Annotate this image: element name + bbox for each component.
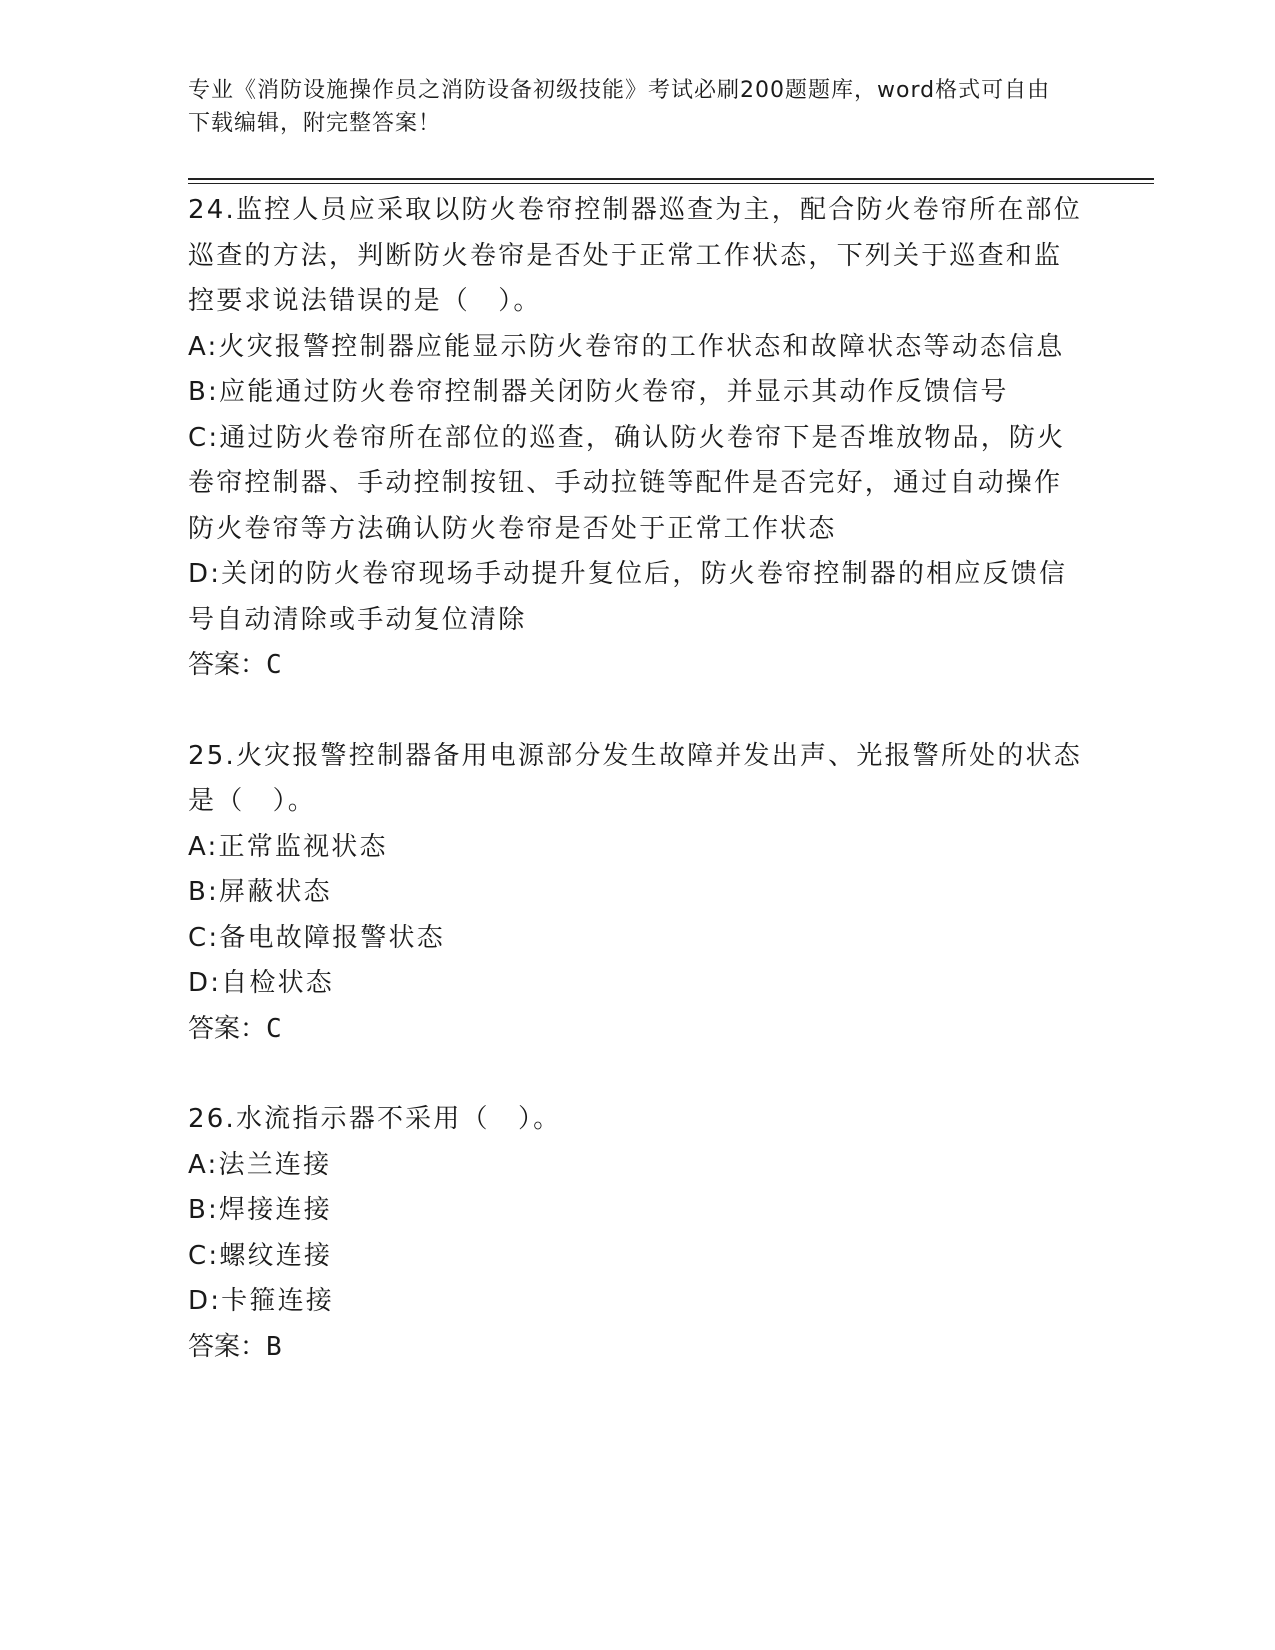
option-a: A:正常监视状态 [188, 831, 388, 862]
option-a: A:火灾报警控制器应能显示防火卷帘的工作状态和故障状态等动态信息 [188, 331, 1065, 362]
question-26 [188, 1097, 1088, 1370]
option-d: D:卡箍连接 [188, 1286, 334, 1316]
document-header: 专业《消防设施操作员之消防设备初级技能》考试必刷200题题库，word格式可自由下载编辑，附完整答案！ [188, 78, 1051, 136]
header-rule-thin [188, 183, 1154, 184]
header-rule-thick [188, 178, 1154, 180]
answer: 答案：C [188, 1013, 282, 1044]
question-list [188, 188, 1088, 1415]
option-b: B:屏蔽状态 [188, 877, 332, 907]
option-c: C:螺纹连接 [188, 1240, 333, 1271]
answer: 答案：C [188, 650, 282, 680]
option-b: B:应能通过防火卷帘控制器关闭防火卷帘，并显示其动作反馈信号 [188, 377, 1009, 407]
option-a: A:法兰连接 [188, 1149, 332, 1180]
option-b: B:焊接连接 [188, 1195, 332, 1225]
question-25 [188, 734, 1088, 1053]
question-stem: 24.监控人员应采取以防火卷帘控制器巡查为主，配合防火卷帘所在部位巡查的方法，判断防火卷帘是否处于正常工作状态，下列关于巡查和监控要求说法错误的是（ ）。 [188, 195, 1082, 316]
option-d: D:关闭的防火卷帘现场手动提升复位后，防火卷帘控制器的相应反馈信号自动清除或手动复位清除 [188, 559, 1068, 635]
answer: 答案：B [188, 1331, 282, 1362]
option-d: D:自检状态 [188, 968, 334, 998]
question-stem: 25.火灾报警控制器备用电源部分发生故障并发出声、光报警所处的状态是（ ）。 [188, 740, 1082, 816]
question-24 [188, 188, 1088, 689]
option-c: C:备电故障报警状态 [188, 922, 445, 953]
question-stem: 26.水流指示器不采用（ ）。 [188, 1104, 562, 1134]
option-c: C:通过防火卷帘所在部位的巡查，确认防火卷帘下是否堆放物品，防火卷帘控制器、手动控制按钮、手动拉链等配件是否完好，通过自动操作防火卷帘等方法确认防火卷帘是否处于正常工作状态 [188, 422, 1066, 544]
